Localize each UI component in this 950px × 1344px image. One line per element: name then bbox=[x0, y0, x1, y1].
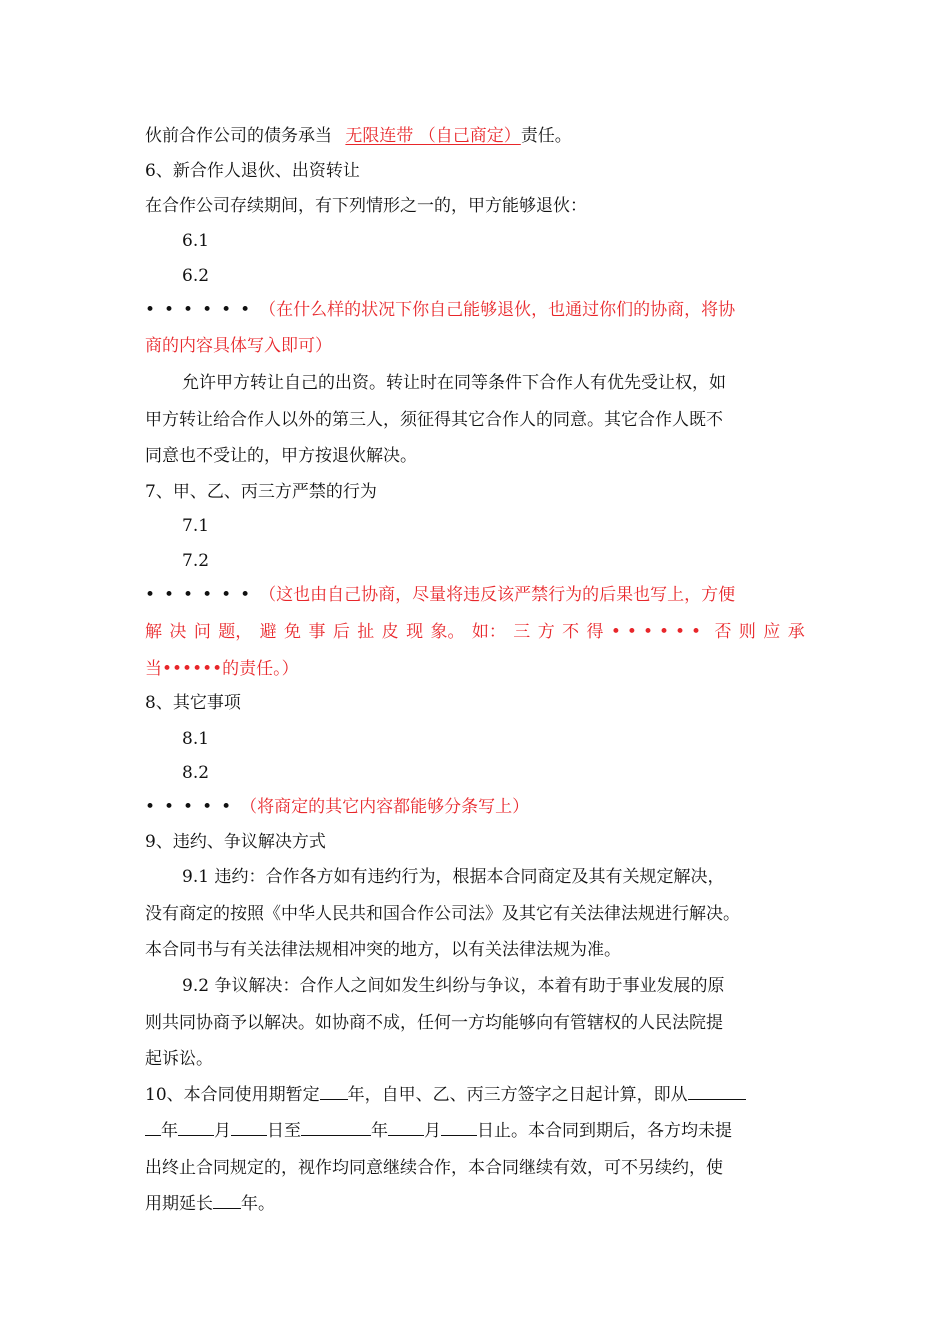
clause-10-text: 10、本合同使用期暂定 bbox=[145, 1085, 320, 1105]
item-7-1: 7.1 bbox=[182, 516, 210, 536]
clause-10-text: 年 bbox=[161, 1121, 178, 1141]
note-char: 如： bbox=[471, 622, 506, 642]
clause-10-line2 bbox=[145, 1119, 732, 1143]
section-6-title: 6、新合作人退伙、出资转让 bbox=[145, 161, 360, 181]
section-6-para-line3: 同意也不受让的，甲方按退伙解决。 bbox=[145, 446, 417, 466]
blank-extension-years bbox=[213, 1192, 241, 1209]
liability-suffix: 责任。 bbox=[520, 126, 572, 146]
note-char: 决 bbox=[169, 622, 187, 642]
note-char: 则 bbox=[738, 622, 756, 642]
blank-start-day bbox=[231, 1119, 267, 1136]
clause-9-1-line2: 没有商定的按照《中华人民共和国合作公司法》及其它有关法律法规进行解决。 bbox=[145, 904, 740, 924]
clause-9-2-line1: 9.2 争议解决：合作人之间如发生纠纷与争议，本着有助于事业发展的原 bbox=[182, 976, 725, 996]
note-char: 三 bbox=[513, 622, 531, 642]
item-7-2: 7.2 bbox=[182, 551, 210, 571]
section-6-note: （在什么样的状况下你自己能够退伙，也通过你们的协商，将协 bbox=[259, 300, 736, 320]
section-8-note-line bbox=[145, 795, 529, 819]
note-char: 现 bbox=[406, 622, 424, 642]
blank-years bbox=[320, 1083, 348, 1100]
note-char: 承 bbox=[787, 622, 805, 642]
clause-10-text: 月 bbox=[424, 1121, 441, 1141]
clause-9-1-line1: 9.1 违约：合作各方如有违约行为，根据本合同商定及其有关规定解决， bbox=[182, 867, 725, 887]
blank-start-month bbox=[178, 1119, 214, 1136]
section-7-note: （这也由自己协商，尽量将违反该严禁行为的后果也写上，方便 bbox=[259, 585, 736, 605]
note-char: 应 bbox=[763, 622, 781, 642]
section-7-title: 7、甲、乙、丙三方严禁的行为 bbox=[145, 482, 377, 502]
clause-10-text: 月 bbox=[214, 1121, 231, 1141]
blank-start-year-cont bbox=[145, 1119, 161, 1136]
section-7-note-line bbox=[145, 583, 735, 607]
ellipsis-dots: •••••• bbox=[145, 585, 260, 605]
section-6-note-line bbox=[145, 298, 735, 322]
clause-9-1-line3: 本合同书与有关法律法规相冲突的地方，以有关法律法规为准。 bbox=[145, 940, 621, 960]
clause-10-text: 日止。本合同到期后，各方均未提 bbox=[477, 1121, 732, 1141]
clause-10-text: 年。 bbox=[241, 1194, 275, 1214]
clause-10-text: 年，自甲、乙、丙三方签字之日起计算，即从 bbox=[347, 1085, 688, 1105]
blank-start-year bbox=[688, 1083, 746, 1100]
clause-9-2-line3: 起诉讼。 bbox=[145, 1049, 213, 1069]
section-6-intro: 在合作公司存续期间，有下列情形之一的，甲方能够退伙： bbox=[145, 196, 587, 216]
note-char: 扯 bbox=[357, 622, 375, 642]
note-char: •••••• bbox=[610, 622, 708, 642]
ellipsis-dots: ••••• bbox=[145, 797, 241, 817]
section-8-note: （将商定的其它内容都能够分条写上） bbox=[240, 797, 530, 817]
note-char: 免 bbox=[284, 622, 302, 642]
clause-9-2-line2: 则共同协商予以解决。如协商不成，任何一方均能够向有管辖权的人民法院提 bbox=[145, 1013, 723, 1033]
note-char: 得 bbox=[586, 622, 604, 642]
clause-10-text: 日至 bbox=[267, 1121, 301, 1141]
liability-note: 无限连带 （自己商定） bbox=[345, 126, 521, 146]
blank-end-year bbox=[301, 1119, 371, 1136]
item-6-1: 6.1 bbox=[182, 231, 210, 251]
blank-end-month bbox=[388, 1119, 424, 1136]
note-char: 避 bbox=[259, 622, 277, 642]
clause-10-line3: 出终止合同规定的，视作均同意继续合作，本合同继续有效，可不另续约，使 bbox=[145, 1158, 723, 1178]
ellipsis-dots: •••••• bbox=[145, 300, 260, 320]
clause-10-text: 用期延长 bbox=[145, 1194, 213, 1214]
item-6-2: 6.2 bbox=[182, 266, 210, 286]
note-char: 方 bbox=[537, 622, 555, 642]
note-char: 解 bbox=[145, 622, 162, 642]
section-6-note-cont: 商的内容具体写入即可） bbox=[145, 336, 332, 356]
note-char: 后 bbox=[332, 622, 350, 642]
liability-prefix: 伙前合作公司的债务承当 bbox=[145, 126, 332, 146]
blank-end-day bbox=[441, 1119, 477, 1136]
section-7-note-end: 当••••••的责任。） bbox=[145, 659, 299, 679]
section-6-para-line1: 允许甲方转让自己的出资。转让时在同等条件下合作人有优先受让权，如 bbox=[182, 373, 726, 393]
clause-liability-line bbox=[145, 124, 572, 148]
section-6-para-line2: 甲方转让给合作人以外的第三人，须征得其它合作人的同意。其它合作人既不 bbox=[145, 410, 723, 430]
note-char: 否 bbox=[714, 622, 732, 642]
note-char: 不 bbox=[562, 622, 580, 642]
section-9-title: 9、违约、争议解决方式 bbox=[145, 832, 326, 852]
note-char: 问 bbox=[193, 622, 211, 642]
note-char: 皮 bbox=[381, 622, 399, 642]
item-8-1: 8.1 bbox=[182, 729, 210, 749]
section-8-title: 8、其它事项 bbox=[145, 693, 241, 713]
item-8-2: 8.2 bbox=[182, 763, 210, 783]
note-char: 象。 bbox=[430, 622, 465, 642]
note-char: 事 bbox=[308, 622, 326, 642]
clause-10-line1 bbox=[145, 1083, 746, 1107]
clause-10-line4 bbox=[145, 1192, 275, 1216]
note-char: 题， bbox=[218, 622, 253, 642]
section-7-note-cont bbox=[145, 620, 805, 644]
clause-10-text: 年 bbox=[371, 1121, 388, 1141]
